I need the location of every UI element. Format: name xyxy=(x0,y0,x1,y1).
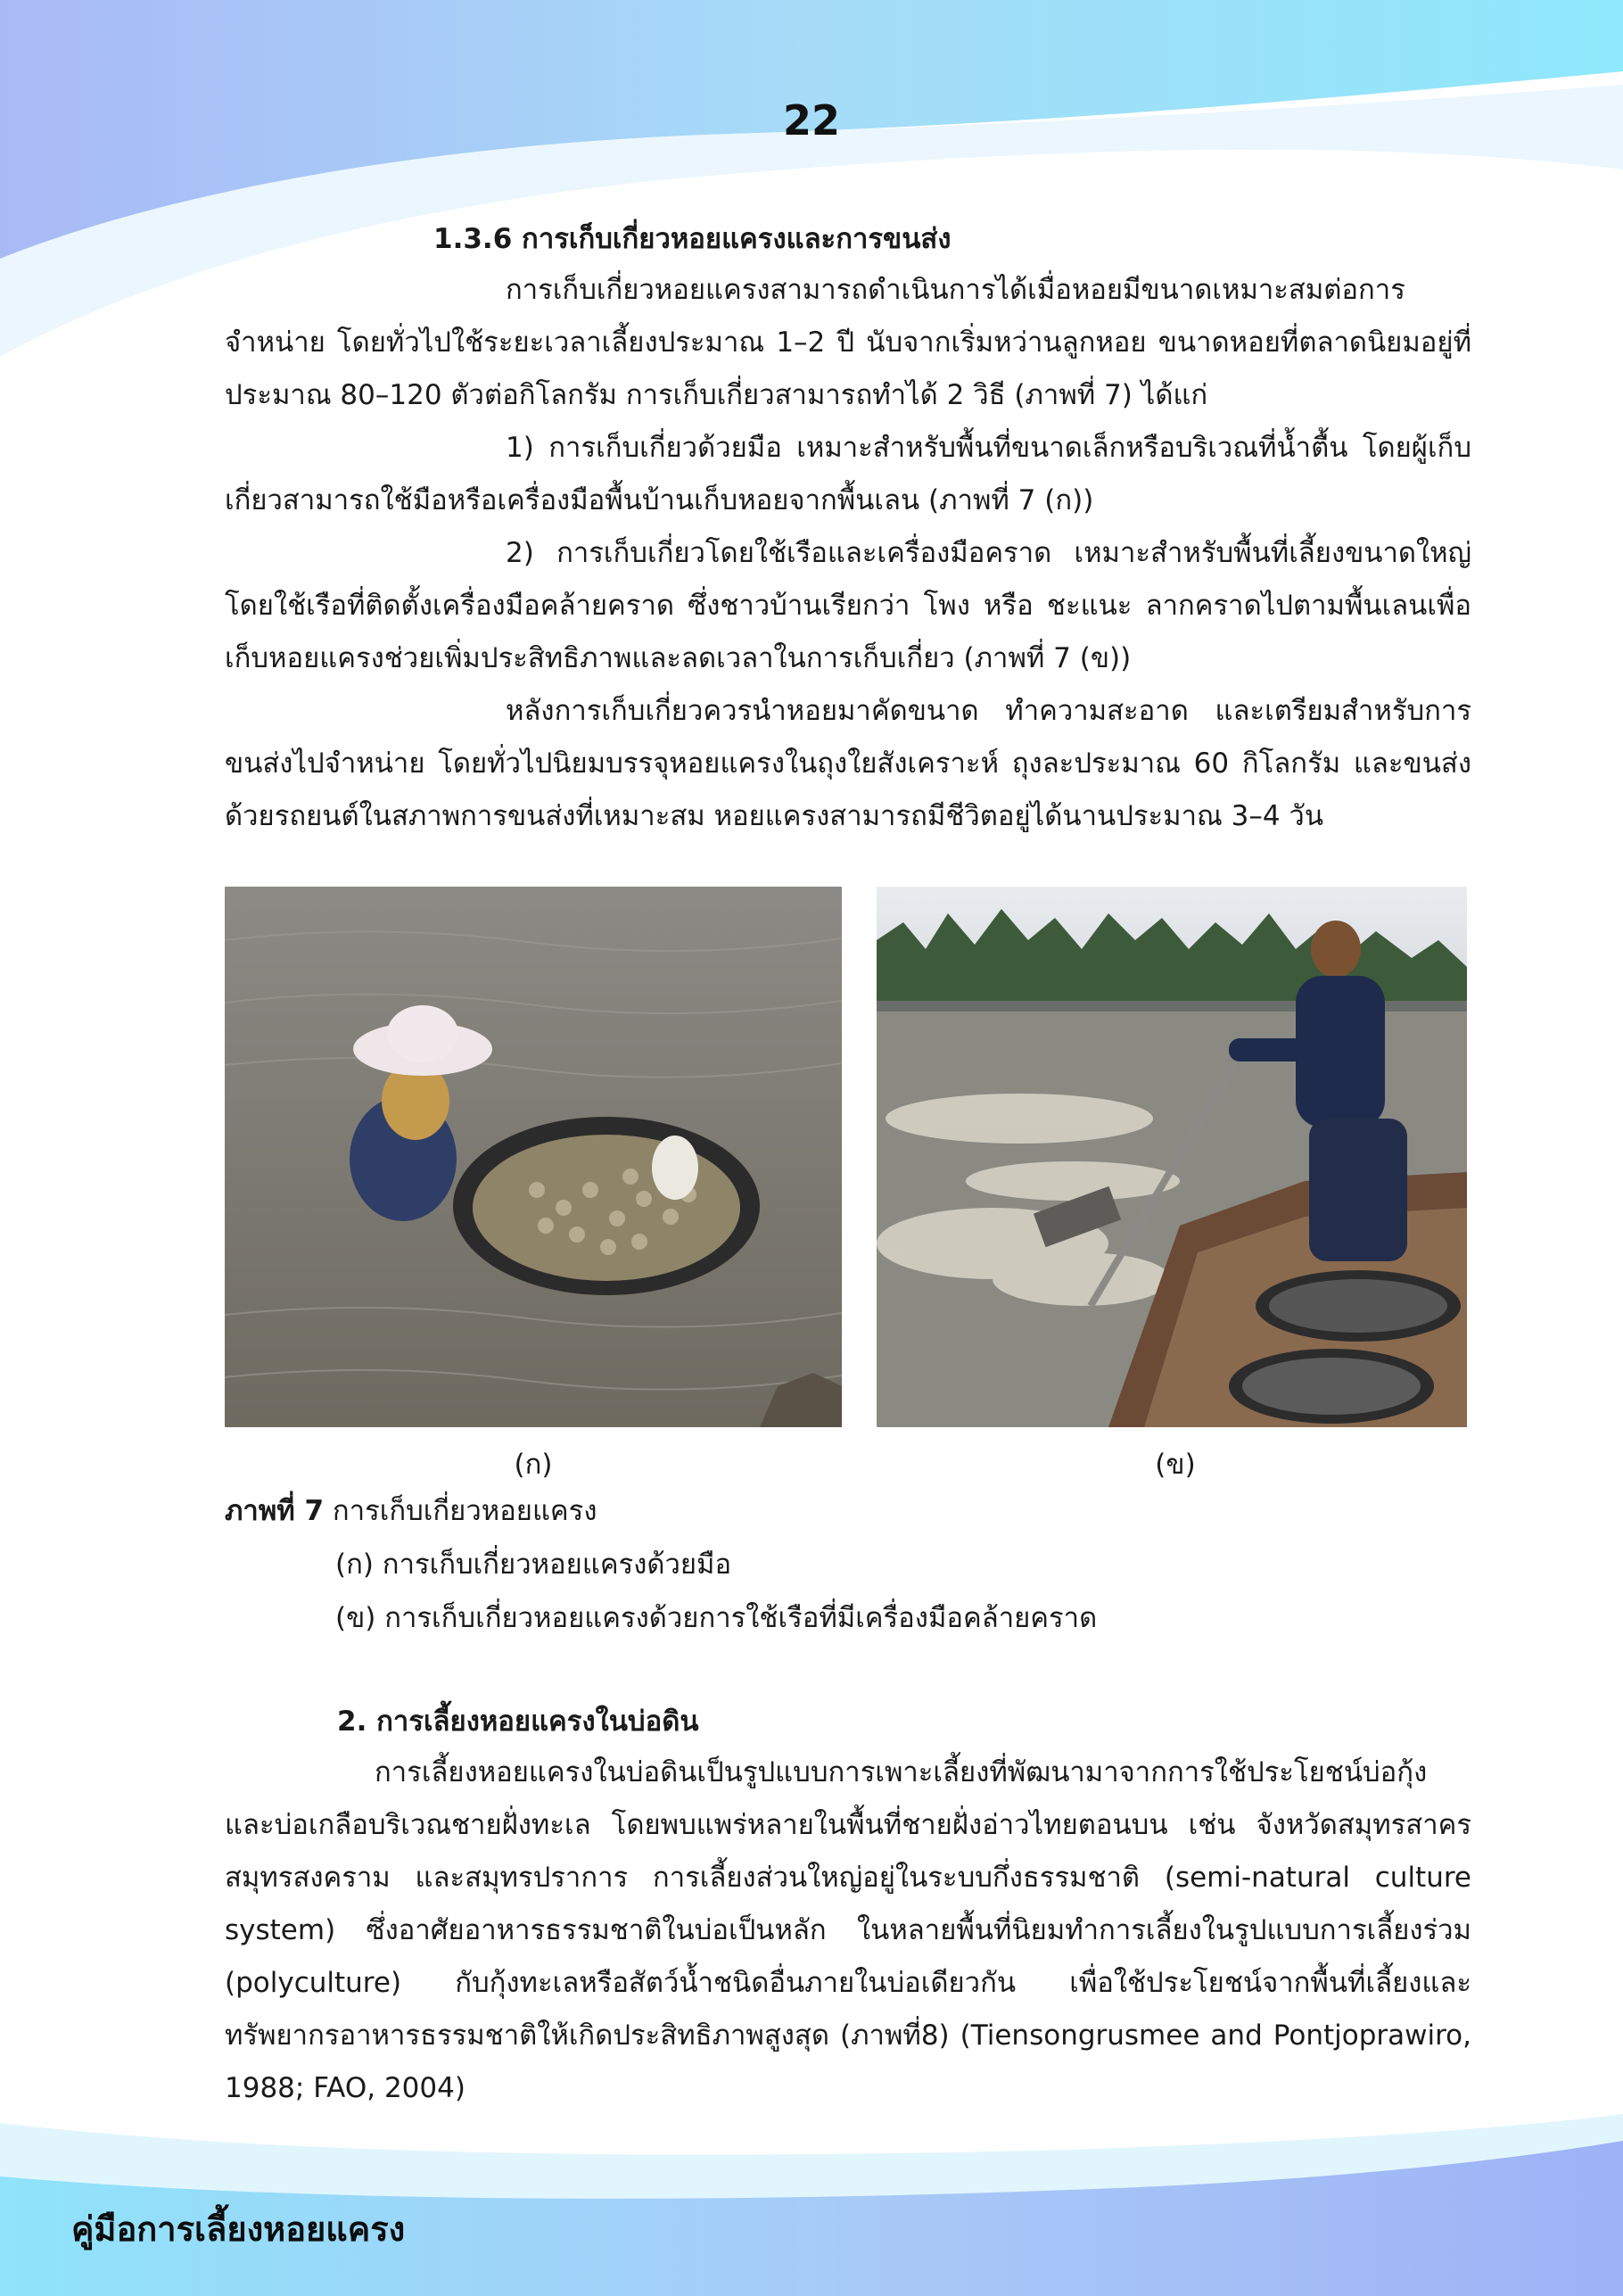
photo-boat-harvest xyxy=(877,887,1467,1427)
photo-b-label: (ข) xyxy=(1155,1449,1196,1481)
figure-7-sub-a: (ก) การเก็บเกี่ยวหอยแครงด้วยมือ xyxy=(335,1549,732,1581)
figure-7-caption-title xyxy=(225,1484,1471,1538)
figure-7-caption xyxy=(225,1484,1471,1645)
footer-book-title: คู่มือการเลี้ยงหอยแครง xyxy=(71,2209,406,2249)
paragraph-boat-harvest: 2) การเก็บเกี่ยวโดยใช้เรือและเครื่องมือคราด เหมาะสำหรับพื้นที่เลี้ยงขนาดใหญ่ โดยใช้เรือที่ติดตั้งเครื่องมือคล้ายคราด ซึ่งชาวบ้านเรียกว่า โพง หรือ ชะแนะ ลากคราดไปตามพื้นเลนเพื่อเก็บหอยแครงช่วยเพิ่มประสิทธิภาพและลดเวลาในการเก็บเกี่ยว (ภาพที่ 7 (ข)) xyxy=(225,537,1471,674)
figure-7-title: การเก็บเกี่ยวหอยแครง xyxy=(324,1495,597,1527)
page-number: 22 xyxy=(782,96,840,145)
paragraph-hand-harvest: 1) การเก็บเกี่ยวด้วยมือ เหมาะสำหรับพื้นที่ขนาดเล็กหรือบริเวณที่น้ำตื้น โดยผู้เก็บเกี่ยวสามารถใช้มือหรือเครื่องมือพื้นบ้านเก็บหอยจากพื้นเลน (ภาพที่ 7 (ก)) xyxy=(225,432,1471,516)
figure-7-sub-b: (ข) การเก็บเกี่ยวหอยแครงด้วยการใช้เรือที่มีเครื่องมือคล้ายคราด xyxy=(335,1602,1098,1634)
paragraph-pond-culture: การเลี้ยงหอยแครงในบ่อดินเป็นรูปแบบการเพาะเลี้ยงที่พัฒนามาจากการใช้ประโยชน์บ่อกุ้งและบ่อเกลือบริเวณชายฝั่งทะเล โดยพบแพร่หลายในพื้นที่ชายฝั่งอ่าวไทยตอนบน เช่น จังหวัดสมุทรสาคร สมุทรสงคราม และสมุทรปราการ การเลี้ยงส่วนใหญ่อยู่ในระบบกึ่งธรรมชาติ (semi-natural culture system) ซึ่งอาศัยอาหารธรรมชาติในบ่อเป็นหลัก ในหลายพื้นที่นิยมทำการเลี้ยงในรูปแบบการเลี้ยงร่วม (polyculture) กับกุ้งทะเลหรือสัตว์น้ำชนิดอื่นภายในบ่อเดียวกัน เพื่อใช้ประโยชน์จากพื้นที่เลี้ยงและทรัพยากรอาหารธรรมชาติให้เกิดประสิทธิภาพสูงสุด (ภาพที่8) (Tiensongrusmee and Pontjoprawiro, 1988; FAO, 2004) xyxy=(225,1756,1471,2104)
section-pond-culture xyxy=(225,1697,1471,2115)
figure-7 xyxy=(225,887,1467,1481)
paragraph-harvest-intro: การเก็บเกี่ยวหอยแครงสามารถดำเนินการได้เมื่อหอยมีขนาดเหมาะสมต่อการจำหน่าย โดยทั่วไปใช้ระยะเวลาเลี้ยงประมาณ 1–2 ปี นับจากเริ่มหว่านลูกหอย ขนาดหอยที่ตลาดนิยมอยู่ที่ประมาณ 80–120 ตัวต่อกิโลกรัม การเก็บเกี่ยวสามารถทำได้ 2 วิธี (ภาพที่ 7) ได้แก่ xyxy=(225,274,1471,411)
photo-a-label: (ก) xyxy=(514,1449,553,1481)
section-harvest-transport xyxy=(225,214,1471,843)
paragraph-post-harvest: หลังการเก็บเกี่ยวควรนำหอยมาคัดขนาด ทำความสะอาด และเตรียมสำหรับการขนส่งไปจำหน่าย โดยทั่วไปนิยมบรรจุหอยแครงในถุงใยสังเคราะห์ ถุงละประมาณ 60 กิโลกรัม และขนส่งด้วยรถยนต์ในสภาพการขนส่งที่เหมาะสม หอยแครงสามารถมีชีวิตอยู่ได้นานประมาณ 3–4 วัน xyxy=(225,695,1471,832)
figure-7-label: ภาพที่ 7 xyxy=(225,1495,325,1527)
section-heading-1-3-6: 1.3.6 การเก็บเกี่ยวหอยแครงและการขนส่ง xyxy=(433,223,952,255)
photo-hand-harvest xyxy=(225,887,842,1427)
section-heading-2: 2. การเลี้ยงหอยแครงในบ่อดิน xyxy=(337,1705,699,1738)
